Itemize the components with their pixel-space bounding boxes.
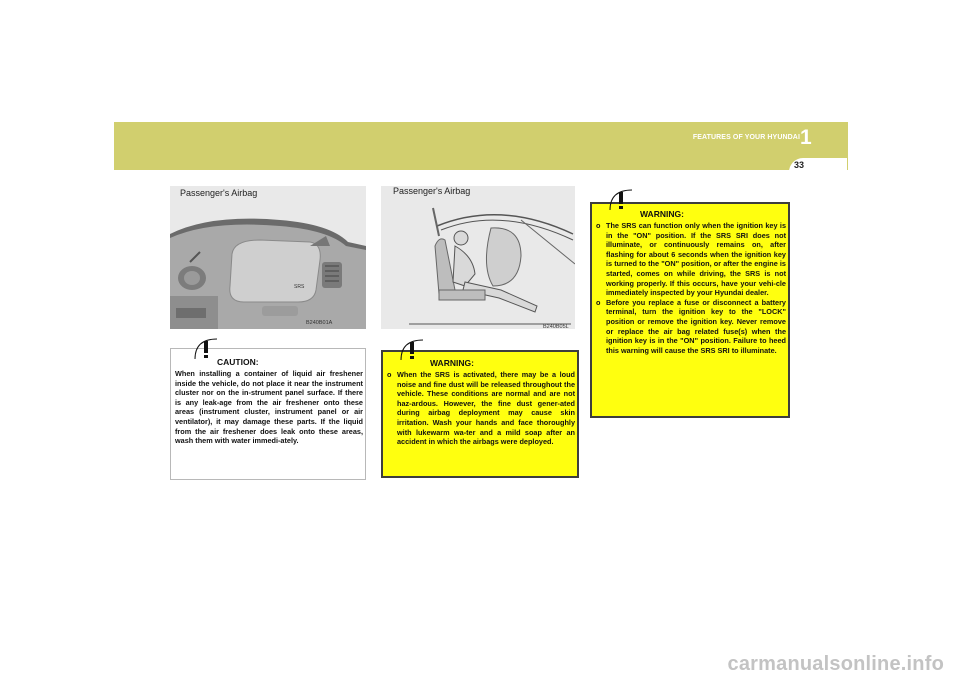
exclamation-icon	[399, 338, 425, 360]
exclamation-icon	[193, 337, 219, 359]
caution-box	[170, 348, 366, 480]
watermark: carmanualsonline.info	[727, 653, 944, 675]
chapter-number: 1	[800, 126, 812, 149]
warning-item-text: Before you replace a fuse or disconnect a battery terminal, turn the ignition key to the "LOCK" position or remove the ignition key. Never remove or replace the air bag related fuse(s) when the ignition key is in the "ON" position. Failure to heed this warning will cause the SRS SRI to illuminate.	[606, 297, 786, 355]
header-band	[114, 122, 848, 170]
bullet-mark: o	[596, 297, 601, 307]
section-title: FEATURES OF YOUR HYUNDAI	[692, 134, 800, 141]
figure-code: B240B05L	[543, 324, 569, 330]
warning-title: WARNING:	[640, 209, 684, 219]
figure-caption: Passenger's Airbag	[180, 188, 258, 198]
srs-label: SRS	[294, 284, 305, 290]
dashboard-illustration	[170, 186, 366, 329]
figure-caption: Passenger's Airbag	[393, 186, 471, 196]
warning-body	[387, 370, 575, 447]
warning-item	[596, 221, 786, 298]
figure-code: B240B01A	[306, 320, 333, 326]
exclamation-icon	[608, 188, 634, 210]
bullet-mark: o	[387, 370, 392, 379]
warning-box-center	[381, 350, 579, 478]
warning-title: WARNING:	[430, 358, 474, 368]
bullet-mark: o	[596, 221, 601, 230]
side-view-illustration	[381, 186, 575, 329]
warning-item	[387, 370, 575, 447]
caution-text: When installing a container of liquid air freshener inside the vehicle, do not place it near the instrument cluster nor on the in-strument panel surface. If there is any leak-age from the air freshener onto these areas (instrument cluster, instrument panel or air ventilator), it may damage these parts. If the liquid from the air freshener does leak onto these areas, wash them with water immedi-ately.	[175, 369, 363, 446]
warning-item-text: When the SRS is activated, there may be a loud noise and fine dust will be released throughout the vehicle. These conditions are normal and are not haz-ardous. However, the fine dust gener-ated during airbag deployment may cause skin irritation. Wash your hands and face thoroughly with lukewarm wa-ter and a mild soap after an accident in which the airbags were deployed.	[397, 370, 575, 447]
warning-body	[596, 221, 786, 355]
caution-body	[175, 369, 363, 446]
figure-side-view	[381, 186, 575, 329]
figure-dashboard	[170, 186, 366, 329]
page-number: 33	[794, 160, 805, 170]
warning-item-text: The SRS can function only when the ignition key is in the "ON" position. If the SRS SRI does not illuminate, or continuously remains on, after flashing for about 6 seconds when the ignition key is turned to the "ON" position, or after the engine is started, comes on while driving, the SRS is not working properly. If this occurs, have your vehi-cle immediately inspected by your Hyundai dealer.	[606, 221, 786, 298]
warning-box-right	[590, 202, 790, 418]
caution-title: CAUTION:	[217, 357, 259, 367]
warning-item	[596, 298, 786, 356]
